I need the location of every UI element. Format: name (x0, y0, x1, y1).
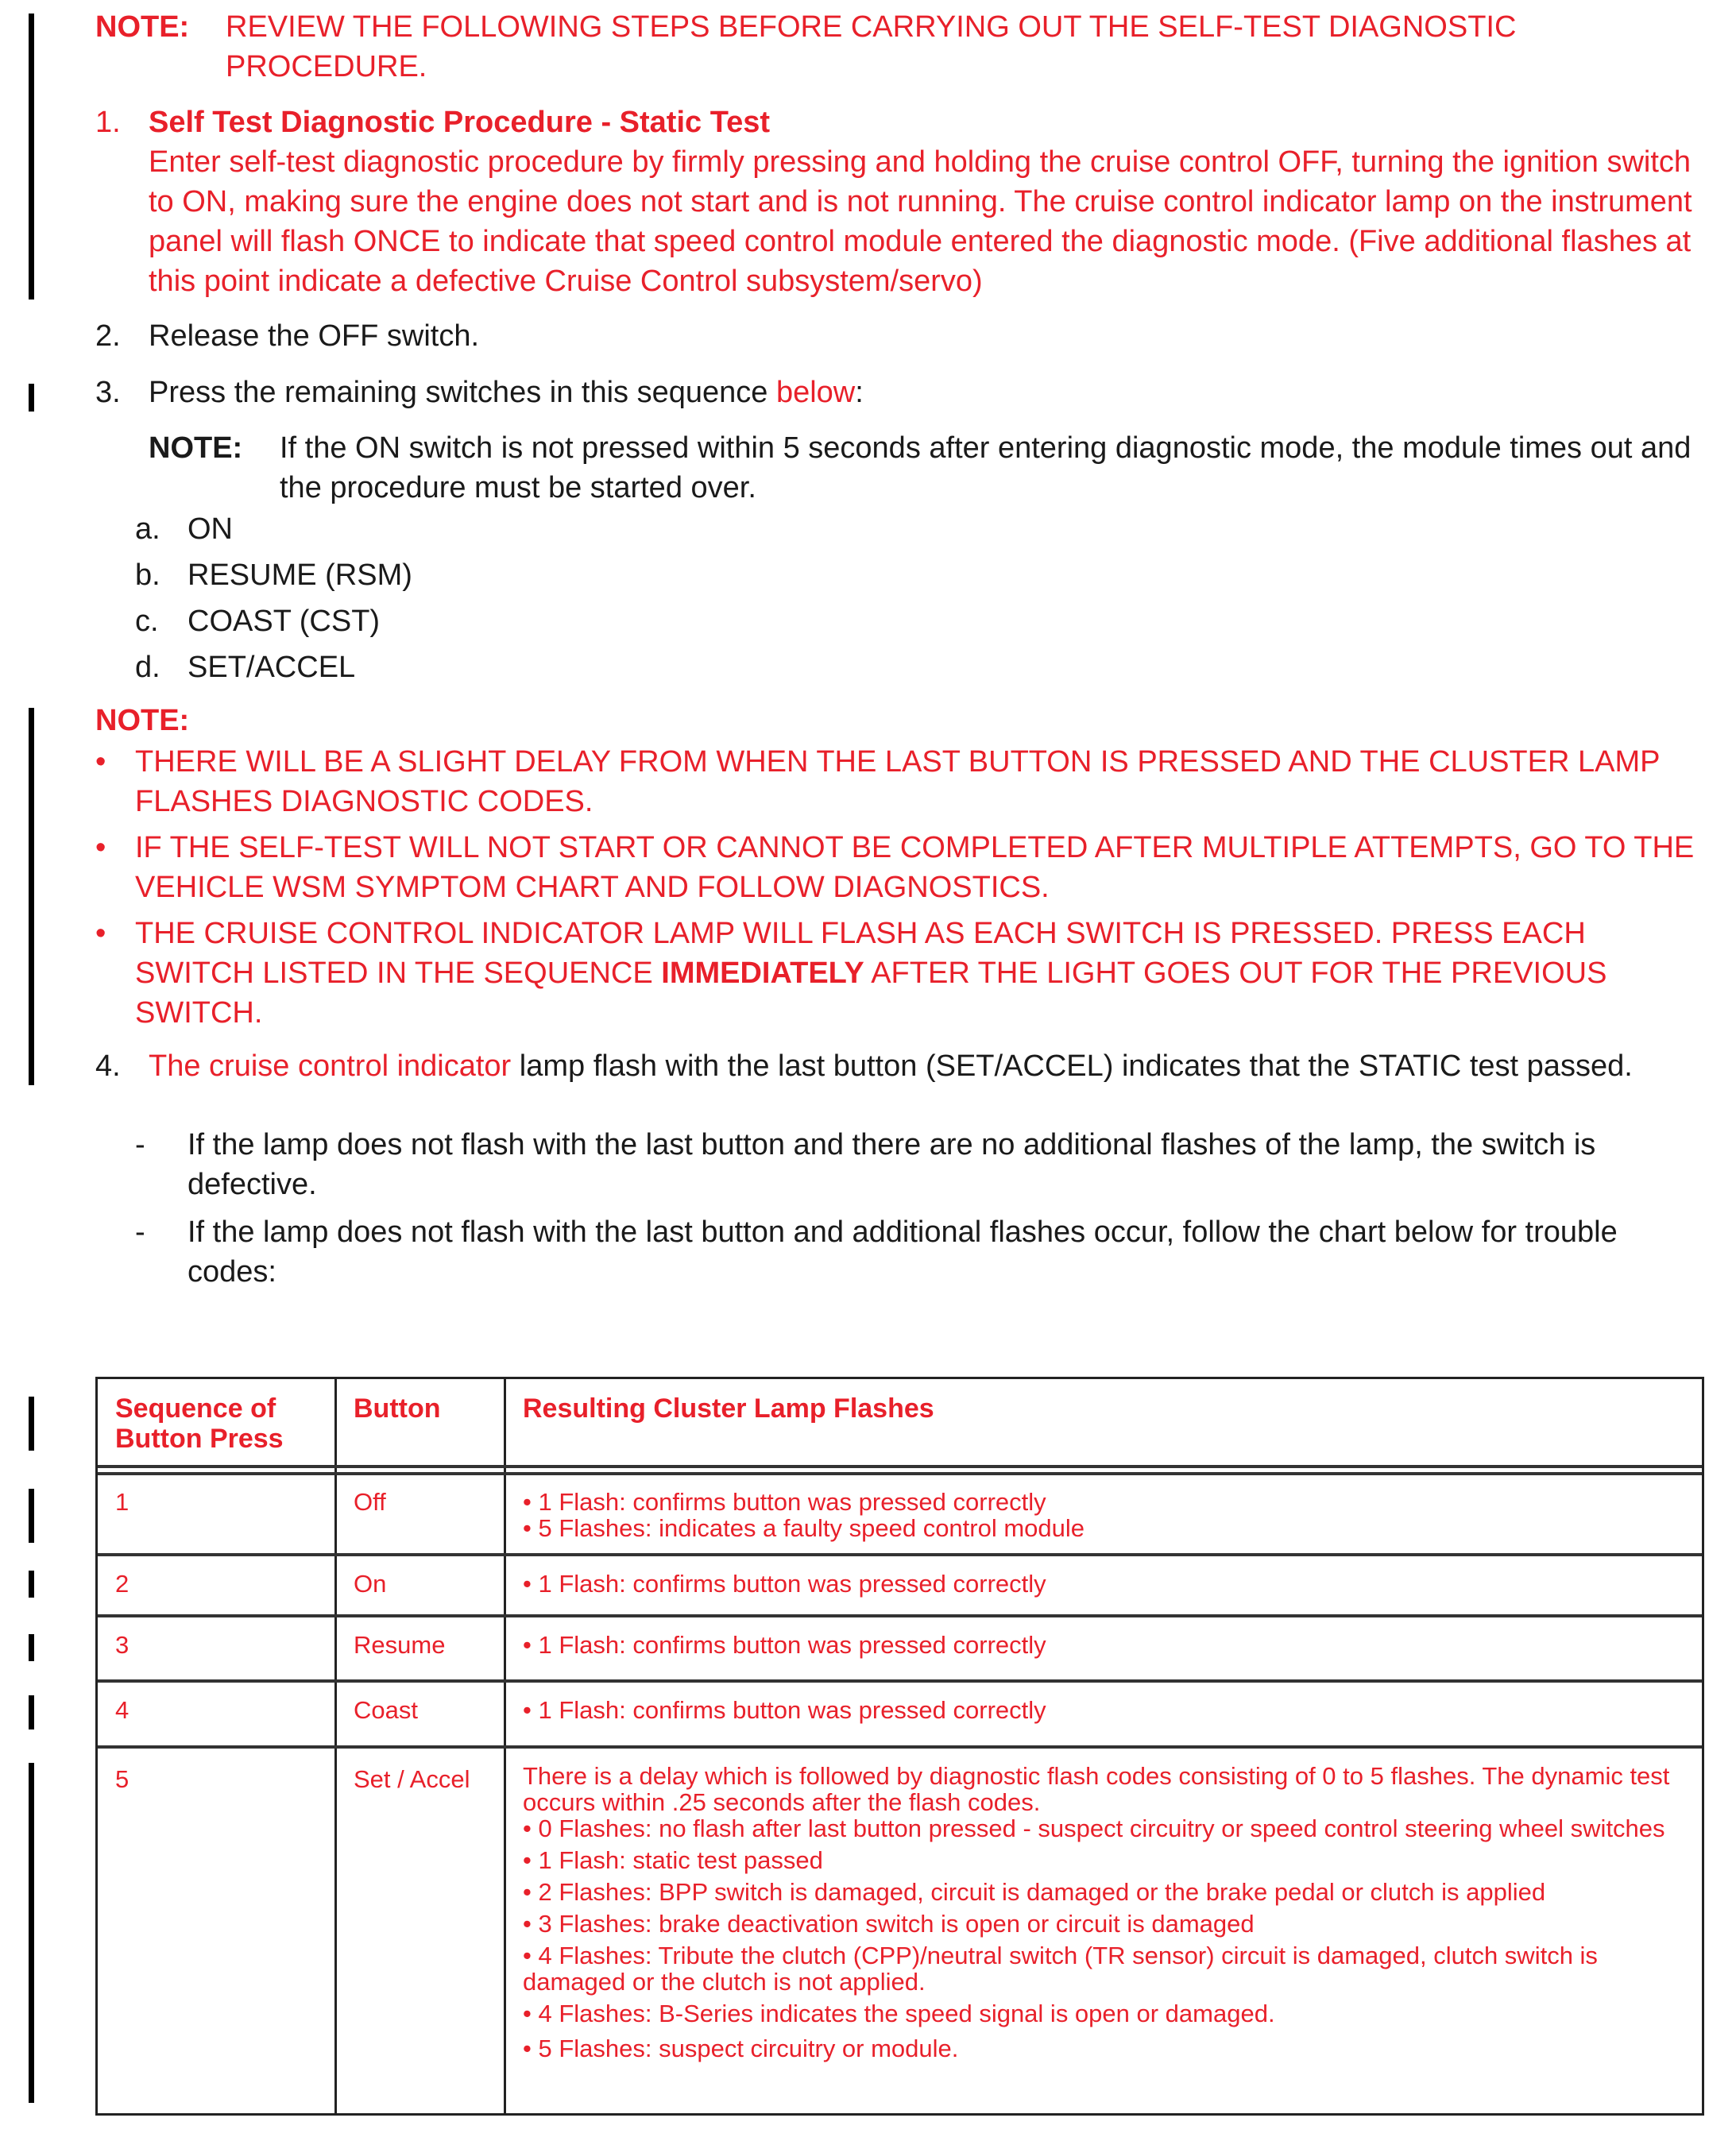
step-number: 4. (95, 1049, 121, 1083)
note-label: NOTE: (149, 431, 243, 465)
step-text: Enter self-test diagnostic procedure by firmly pressing and holding the cruise control OFF, turning the ignition switch to ON, making sure the engine does not start and is not running. The cruise control indicator lamp on the instrument panel will flash ONCE to indicate that speed control module entered the diagnostic mode. (Five additional flashes at this point indicate a defective Cruise Control subsystem/servo) (149, 145, 1692, 298)
result-line: There is a delay which is followed by diagnostic flash codes consisting of 0 to 5 flashes. The dynamic test occurs within .25 seconds after the flash codes. (523, 1762, 1670, 1816)
result-line: • 2 Flashes: BPP switch is damaged, circuit is damaged or the brake pedal or clutch is applied (523, 1878, 1546, 1906)
row-button: Set / Accel (354, 1765, 470, 1793)
change-bar (29, 1695, 34, 1729)
step-3 (95, 373, 864, 412)
change-bar (29, 1489, 34, 1543)
step-4 (95, 1046, 1708, 1086)
change-bar (29, 1571, 34, 1598)
step-text-highlight: The cruise control indicator (149, 1049, 512, 1083)
note-label: NOTE: (95, 10, 190, 44)
substep-letter: b. (135, 558, 160, 592)
change-bar (29, 1397, 34, 1451)
dash-item: - If the lamp does not flash with the last button and there are no additional flashes of the lamp, the switch is defective. (135, 1125, 1708, 1204)
note-bullet: • THERE WILL BE A SLIGHT DELAY FROM WHEN THE LAST BUTTON IS PRESSED AND THE CLUSTER LAMP FLASHES DIAGNOSTIC CODES. (95, 742, 1708, 821)
change-bar (29, 708, 34, 1085)
note-bullet-emphasis: IMMEDIATELY (661, 956, 864, 990)
substep-text: ON (188, 512, 233, 546)
substep-text: COAST (CST) (188, 605, 381, 638)
step-text: Release the OFF switch. (149, 319, 480, 353)
result-line: • 1 Flash: confirms button was pressed correctly (523, 1488, 1046, 1516)
header-sequence: Sequence of Button Press (115, 1393, 284, 1454)
note-label: NOTE: (95, 704, 190, 737)
note-text: REVIEW THE FOLLOWING STEPS BEFORE CARRYING OUT THE SELF-TEST DIAGNOSTIC PROCEDURE. (226, 10, 1517, 83)
row-sequence: 4 (115, 1696, 130, 1724)
step-title: Self Test Diagnostic Procedure - Static Test (149, 106, 771, 139)
substep (135, 644, 412, 690)
change-bar (29, 1634, 34, 1661)
header-result: Resulting Cluster Lamp Flashes (523, 1393, 934, 1424)
step-text: lamp flash with the last button (SET/ACCEL) indicates that the STATIC test passed. (511, 1049, 1633, 1083)
substep (135, 552, 412, 598)
row-result (523, 1489, 1085, 1541)
change-bar (29, 384, 34, 412)
substep-text: RESUME (RSM) (188, 558, 412, 592)
substep-letter: a. (135, 512, 160, 546)
result-line: • 5 Flashes: suspect circuitry or module. (523, 2035, 959, 2062)
trouble-code-table (95, 1377, 1704, 2116)
step-number: 2. (95, 319, 121, 353)
step-colon: : (855, 376, 864, 409)
step-1 (95, 102, 1708, 301)
row-result (523, 1763, 1691, 2062)
row-sequence: 1 (115, 1488, 130, 1516)
dash-list (135, 1125, 1708, 1292)
change-bar (29, 14, 34, 300)
dash-text: If the lamp does not flash with the last button and additional flashes occur, follow the chart below for trouble codes: (188, 1215, 1618, 1289)
substep-letter: d. (135, 651, 160, 684)
result-line: • 3 Flashes: brake deactivation switch is open or circuit is damaged (523, 1910, 1255, 1938)
row-result: • 1 Flash: confirms button was pressed correctly (523, 1631, 1046, 1659)
row-sequence: 3 (115, 1631, 130, 1659)
note-text: If the ON switch is not pressed within 5 seconds after entering diagnostic mode, the module times out and the procedure must be started over. (280, 431, 1692, 504)
result-line: • 1 Flash: static test passed (523, 1846, 823, 1874)
row-button: On (354, 1570, 387, 1598)
step-text-highlight: below (775, 376, 856, 409)
row-result: • 1 Flash: confirms button was pressed correctly (523, 1570, 1046, 1598)
dash-text: If the lamp does not flash with the last button and there are no additional flashes of the lamp, the switch is defective. (188, 1128, 1596, 1201)
change-bar (29, 1763, 34, 2103)
result-line: • 0 Flashes: no flash after last button pressed - suspect circuitry or speed control steering wheel switches (523, 1814, 1665, 1842)
note-bullet-text: THERE WILL BE A SLIGHT DELAY FROM WHEN THE LAST BUTTON IS PRESSED AND THE CLUSTER LAMP FLASHES DIAGNOSTIC CODES. (135, 745, 1660, 818)
note-bullet-text: THE CRUISE CONTROL INDICATOR LAMP WILL FLASH AS EACH SWITCH IS PRESSED. PRESS EACH SWITCH LISTED IN THE SEQUENCE (135, 917, 1586, 990)
result-line: • 4 Flashes: B-Series indicates the speed signal is open or damaged. (523, 2000, 1275, 2027)
note-warnings (95, 701, 1708, 1033)
note-timeout (149, 428, 1706, 508)
step-text: Press the remaining switches in this sequence (149, 376, 776, 409)
row-button: Resume (354, 1631, 446, 1659)
result-line: • 5 Flashes: indicates a faulty speed control module (523, 1514, 1085, 1542)
step-number: 1. (95, 106, 121, 139)
row-sequence: 2 (115, 1570, 130, 1598)
substep-list (135, 506, 412, 690)
row-result: • 1 Flash: confirms button was pressed correctly (523, 1696, 1046, 1724)
substep-text: SET/ACCEL (188, 651, 356, 684)
substep (135, 506, 412, 552)
row-button: Off (354, 1488, 386, 1516)
row-sequence: 5 (115, 1765, 130, 1793)
step-2 (95, 316, 479, 356)
row-button: Coast (354, 1696, 418, 1724)
substep-letter: c. (135, 605, 159, 638)
substep (135, 598, 412, 644)
dash-item: - If the lamp does not flash with the last button and additional flashes occur, follow the chart below for trouble codes: (135, 1212, 1708, 1292)
note-bullet: • THE CRUISE CONTROL INDICATOR LAMP WILL FLASH AS EACH SWITCH IS PRESSED. PRESS EACH SWITCH LISTED IN THE SEQUENCE IMMEDIATELY AFTER THE LIGHT GOES OUT FOR THE PREVIOUS SWITCH. (95, 917, 1607, 1030)
note-review (95, 7, 1653, 87)
note-bullet-text: AFTER THE LIGHT GOES OUT FOR THE PREVIOUS SWITCH. (135, 956, 1607, 1030)
note-bullet: • IF THE SELF-TEST WILL NOT START OR CANNOT BE COMPLETED AFTER MULTIPLE ATTEMPTS, GO TO THE VEHICLE WSM SYMPTOM CHART AND FOLLOW DIAGNOSTICS. (95, 828, 1708, 907)
note-bullet-text: IF THE SELF-TEST WILL NOT START OR CANNOT BE COMPLETED AFTER MULTIPLE ATTEMPTS, GO TO THE VEHICLE WSM SYMPTOM CHART AND FOLLOW DIAGNOSTICS. (135, 831, 1695, 904)
step-number: 3. (95, 376, 121, 409)
header-button: Button (354, 1393, 441, 1424)
result-line: • 4 Flashes: Tribute the clutch (CPP)/neutral switch (TR sensor) circuit is damaged, clutch switch is damaged or the clutch is not applied. (523, 1942, 1598, 1996)
